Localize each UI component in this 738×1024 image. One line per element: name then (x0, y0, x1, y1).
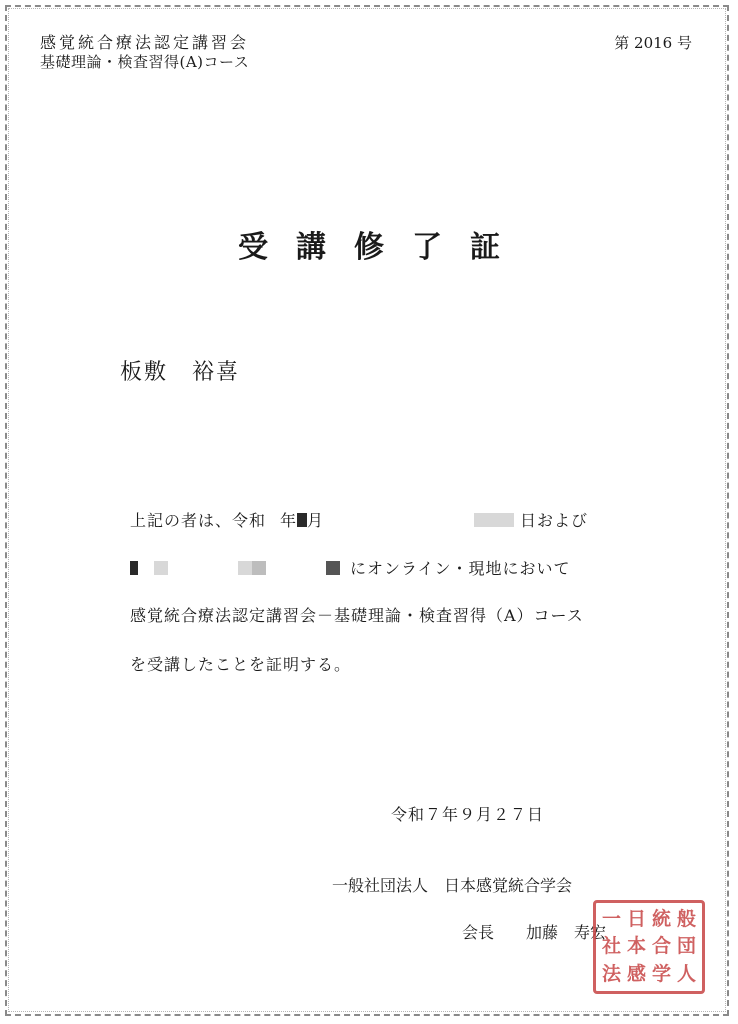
redaction (130, 561, 138, 575)
redaction (474, 513, 514, 527)
header-course: 基礎理論・検査習得(A)コース (40, 53, 250, 71)
seal-glyph: 一 (601, 908, 621, 931)
body-line-1-month-unit: 月 (307, 511, 325, 530)
redaction (252, 561, 266, 575)
seal-glyph: 統 (651, 908, 671, 931)
seal-glyph: 団 (676, 935, 696, 958)
redaction (266, 561, 326, 575)
official-seal (593, 900, 705, 994)
seal-glyph: 人 (676, 962, 696, 985)
body-line-1-prefix: 上記の者は、令和 (130, 511, 267, 530)
body-line-1 (130, 508, 588, 531)
redaction (266, 513, 280, 527)
seal-glyph: 社 (601, 935, 621, 958)
seal-glyph: 般 (676, 908, 696, 931)
redaction (168, 561, 238, 575)
issuer-president: 会長 加藤 寿宏 (462, 923, 607, 942)
redaction (324, 513, 474, 527)
redaction (238, 561, 252, 575)
certificate-number: 第 2016 号 (614, 34, 692, 52)
redaction (326, 561, 340, 575)
issuer-organization: 一般社団法人 日本感覚統合学会 (332, 876, 573, 895)
header-organization: 感覚統合療法認定講習会 (40, 33, 250, 52)
certificate-title: 受講修了証 (238, 230, 528, 265)
redaction (297, 513, 307, 527)
redaction (154, 561, 168, 575)
body-line-1-year-unit: 年 (280, 511, 298, 530)
body-line-1-suffix: 日および (520, 511, 589, 530)
seal-glyph: 法 (601, 962, 621, 985)
seal-glyph: 合 (651, 935, 671, 958)
issue-date: 令和７年９月２７日 (391, 805, 545, 824)
body-line-3: 感覚統合療法認定講習会－基礎理論・検査習得（A）コース (130, 606, 584, 625)
recipient-name: 板敷 裕喜 (120, 360, 241, 385)
body-line-2-suffix: にオンライン・現地において (350, 559, 571, 578)
seal-glyph: 本 (626, 935, 646, 958)
seal-glyph: 日 (626, 908, 646, 931)
redaction (138, 561, 154, 575)
body-line-2 (130, 556, 571, 579)
seal-glyph: 学 (651, 962, 671, 985)
seal-glyph: 感 (626, 962, 646, 985)
body-line-4: を受講したことを証明する。 (130, 655, 352, 674)
redaction (340, 561, 350, 575)
